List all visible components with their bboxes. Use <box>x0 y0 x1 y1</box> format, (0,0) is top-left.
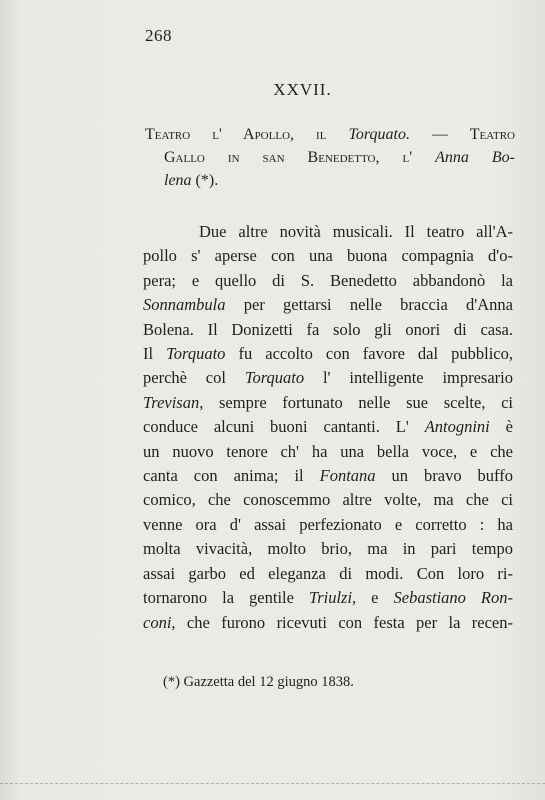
text-line: Bolena. Il Donizetti fa solo gli onori di casa. <box>143 319 513 339</box>
text-line: un nuovo tenore ch' ha una bella voce, e che <box>143 441 513 461</box>
text-line: coni, che furono ricevuti con festa per la recen- <box>143 612 513 632</box>
footnote: (*) Gazzetta del 12 giugno 1838. <box>163 674 354 690</box>
text-line: tornarono la gentile Triulzi, e Sebastiano Ron- <box>143 588 513 608</box>
text-line: venne ora d' assai perfezionato e corretto : ha <box>143 514 513 534</box>
body-text <box>143 220 513 635</box>
text-line: assai garbo ed eleganza di modi. Con loro ri- <box>143 563 513 583</box>
text-line: Sonnambula per gettarsi nelle braccia d'Anna <box>143 295 513 315</box>
chapter-heading <box>145 123 515 192</box>
chapter-number: XXVII. <box>273 80 332 99</box>
text-line: Il Torquato fu accolto con favore dal pubblico, <box>143 344 513 364</box>
page-edge <box>0 783 545 786</box>
heading-line: lena (*). <box>164 172 219 189</box>
text-line: canta con anima; il Fontana un bravo buffo <box>143 466 513 486</box>
text-line: pollo s' aperse con una buona compagnia d'o- <box>143 246 513 266</box>
text-line: Trevisan, sempre fortunato nelle sue scelte, ci <box>143 392 513 412</box>
text-line: comico, che conoscemmo altre volte, ma che ci <box>143 490 513 510</box>
heading-line: Gallo in san Benedetto, l' Anna Bo- <box>164 149 516 166</box>
text-line: molta vivacità, molto brio, ma in pari tempo <box>143 539 513 559</box>
text-line: Due altre novità musicali. Il teatro all'A- <box>199 222 513 241</box>
text-line: conduce alcuni buoni cantanti. L' Antognini è <box>143 417 513 437</box>
text-line: pera; e quello di S. Benedetto abbandonò la <box>143 270 513 290</box>
text-line: perchè col Torquato l' intelligente impresario <box>143 368 513 388</box>
page-number: 268 <box>145 26 172 45</box>
heading-line: Teatro l' Apollo, il Torquato. — Teatro <box>145 126 515 143</box>
